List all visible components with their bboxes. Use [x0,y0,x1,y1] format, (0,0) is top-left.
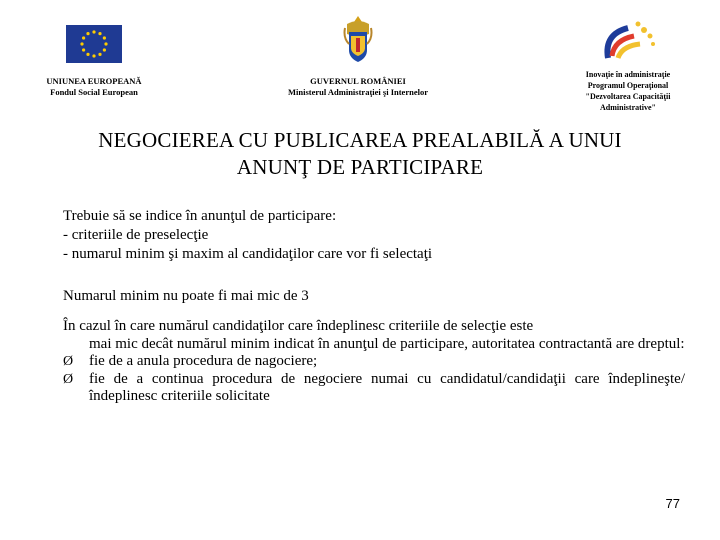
page-number: 77 [665,496,680,511]
intro-line: - criteriile de preselecţie [63,227,209,243]
condition-block [63,318,685,406]
arrow-bullet-icon: Ø [63,354,74,369]
eu-name: UNIUNEA EUROPEANĂ [46,76,142,86]
eu-star-icon [103,48,106,51]
option-text: fie de a anula procedura de nagociere; [89,353,318,369]
condition-first-line: În cazul în care numărul candidaţilor care îndeplinesc criteriile de selecţie este [63,318,534,334]
list-item [63,371,685,406]
option-text: fie de a continua procedura de negociere numai cu candidatul/candidaţii care îndeplineşte/îndeplinesc criteriile solicitate [89,370,685,404]
eu-fund: Fondul Social European [50,87,138,97]
eu-star-icon [98,53,101,56]
eu-star-icon [103,36,106,39]
program-line-2: Programul Operaţional [587,81,669,90]
arrow-bullet-icon: Ø [63,371,74,387]
eu-star-icon [82,48,85,51]
eu-star-icon [92,30,95,33]
page-title [40,127,680,181]
pdca-program-logo-icon [600,18,660,68]
romanian-coat-of-arms-icon [343,14,373,66]
eu-flag-icon [66,25,122,63]
intro-line: - numarul minim şi maxim al candidaţilor care vor fi selectaţi [63,246,433,262]
title-line-2: ANUNŢ DE PARTICIPARE [236,155,484,179]
intro-paragraph [63,207,688,264]
minimum-note: Numarul minim nu poate fi mai mic de 3 [63,288,309,304]
government-header-caption [268,76,448,98]
condition-rest: mai mic decât numărul minim indicat în anunţul de participare, autoritatea contractantă are dreptul: [89,335,685,352]
program-line-3: "Dezvoltarea Capacităţii [585,92,671,101]
list-item [63,353,685,371]
program-line-1: Inovaţie în administraţie [585,70,671,79]
program-line-4: Administrative" [600,103,656,112]
eu-star-icon [92,54,95,57]
eu-star-icon [86,53,89,56]
eu-star-icon [80,42,83,45]
eu-star-icon [104,42,107,45]
eu-star-icon [98,32,101,35]
eu-header-caption [24,76,164,98]
intro-line: Trebuie să se indice în anunţul de participare: [63,208,337,224]
condition-paragraph [63,318,685,353]
program-header-caption [558,69,698,113]
eu-star-icon [86,32,89,35]
eu-star-icon [82,36,85,39]
ministry-name: Ministerul Administraţiei şi Internelor [287,87,428,97]
title-line-1: NEGOCIEREA CU PUBLICAREA PREALABILĂ A UNUI [98,128,622,152]
government-name: GUVERNUL ROMÂNIEI [310,76,406,86]
